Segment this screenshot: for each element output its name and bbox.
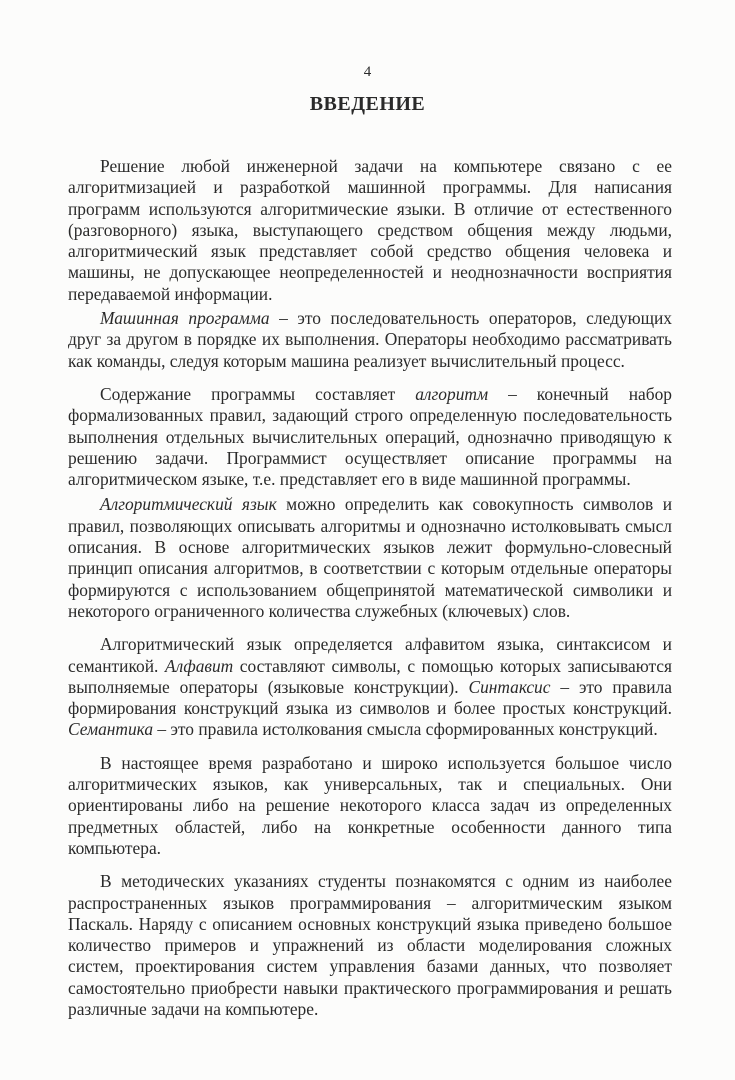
- text-line: В настоящее время разработано и широко используется большое число: [100, 752, 672, 773]
- text-line: как команды, следуя которым машина реализует вычислительный процесс.: [68, 350, 625, 371]
- text-fragment: – конечный набор: [488, 383, 672, 404]
- text-line: предметных областей, либо на конкретные особенности данного типа: [68, 816, 672, 837]
- text-line: [68, 308, 672, 329]
- text-line: алгоритмических языков, как универсальных, так и специальных. Они: [68, 774, 672, 795]
- term-syntax: Синтаксис: [468, 676, 551, 697]
- text-line: алгоритмический язык представляет собой средство общения человека и: [68, 241, 672, 262]
- text-line: алгоритмическом языке, т.е. представляет его в виде машинной программы.: [68, 469, 631, 490]
- text-line: распространенных языков программирования – алгоритмическим языком: [68, 892, 672, 913]
- term-algorithmic-language: Алгоритмический язык: [100, 494, 277, 515]
- paragraph-algorithm: [68, 384, 672, 490]
- paragraph-machine-program: [68, 308, 672, 372]
- text-line: (разговорного) языка, выступающего средством общения между людьми,: [68, 219, 672, 240]
- text-line: систем, проектирования систем управления базами данных, что позволяет: [68, 956, 672, 977]
- paragraph-pascal: [68, 871, 672, 1020]
- text-fragment: – это правила: [550, 676, 673, 697]
- text-fragment: Содержание программы составляет: [100, 383, 416, 404]
- text-line: принцип описания алгоритмов, в соответствии с которым отдельные операторы: [68, 558, 672, 579]
- text-line: машины, не допускающее неопределенностей и неоднозначности восприятия: [68, 262, 672, 283]
- text-line: Паскаль. Наряду с описанием основных конструкций языка приведено большое: [68, 913, 672, 934]
- text-line: формирования конструкций языка из символов и более простых конструкций.: [68, 698, 672, 719]
- text-line: правил, позволяющих описывать алгоритмы и однозначно истолковывать смысл: [68, 515, 672, 536]
- text-line: количество примеров и упражнений из области моделирования сложных: [68, 935, 672, 956]
- text-line: самостоятельно приобрести навыки практического программирования и решать: [68, 977, 672, 998]
- text-line: различные задачи на компьютере.: [68, 998, 319, 1019]
- text-line: программ используются алгоритмические языки. В отличие от естественного: [68, 198, 672, 219]
- text-line: друг за другом в порядке их выполнения. Операторы необходимо рассматривать: [68, 329, 672, 350]
- text-line: формируются с использованием общепринятой математической символики и: [68, 579, 672, 600]
- page-number: 4: [363, 64, 372, 80]
- page-title: ВВЕДЕНИЕ: [309, 93, 426, 115]
- paragraph-alphabet-syntax-semantics: [68, 634, 672, 740]
- text-line: [68, 384, 672, 405]
- paragraph-algorithmic-language: [68, 494, 672, 622]
- document-body: [68, 156, 672, 1020]
- term-alphabet: Алфавит: [164, 655, 234, 676]
- text-line: компьютера.: [68, 837, 162, 858]
- paragraph-languages-variety: [68, 753, 672, 859]
- term-semantics: Семантика: [68, 719, 154, 740]
- text-fragment: выполняемые операторы (языковые конструкции).: [68, 676, 469, 697]
- text-line: ориентированы либо на решение некоторого класса задач из определенных: [68, 795, 672, 816]
- text-line: [68, 656, 672, 677]
- text-line: выполнения отдельных вычислительных операций, однозначно приводящую к: [68, 426, 672, 447]
- text-line: формализованных правил, задающий строго определенную последовательность: [68, 405, 672, 426]
- text-fragment: – это правила истолкования смысла сформированных конструкций.: [153, 719, 658, 740]
- term-machine-program: Машинная программа: [100, 308, 270, 329]
- text-line: решению задачи. Программист осуществляет описание программы на: [68, 447, 672, 468]
- text-line: алгоритмизацией и разработкой машинной программы. Для написания: [68, 177, 672, 198]
- text-fragment: можно определить как совокупность символов и: [276, 494, 672, 515]
- text-fragment: – это последовательность операторов, следующих: [269, 308, 672, 329]
- text-line: Решение любой инженерной задачи на компьютере связано с ее: [100, 156, 672, 176]
- term-algorithm: алгоритм: [415, 383, 489, 404]
- text-fragment: составляют символы, с помощью которых записываются: [233, 655, 672, 676]
- text-line: передаваемой информации.: [68, 283, 273, 304]
- text-line: некоторого ограниченного количества служебных (ключевых) слов.: [68, 600, 571, 621]
- paragraph-intro: [68, 156, 672, 305]
- text-line: [68, 677, 672, 698]
- text-line: описания. В основе алгоритмических языков лежит формульно-словесный: [68, 537, 672, 558]
- text-line: [68, 719, 672, 740]
- text-line: Алгоритмический язык определяется алфавитом языка, синтаксисом и: [100, 634, 672, 655]
- text-line: [68, 494, 672, 515]
- text-line: В методических указаниях студенты познакомятся с одним из наиболее: [100, 871, 672, 892]
- text-fragment: семантикой.: [68, 655, 165, 676]
